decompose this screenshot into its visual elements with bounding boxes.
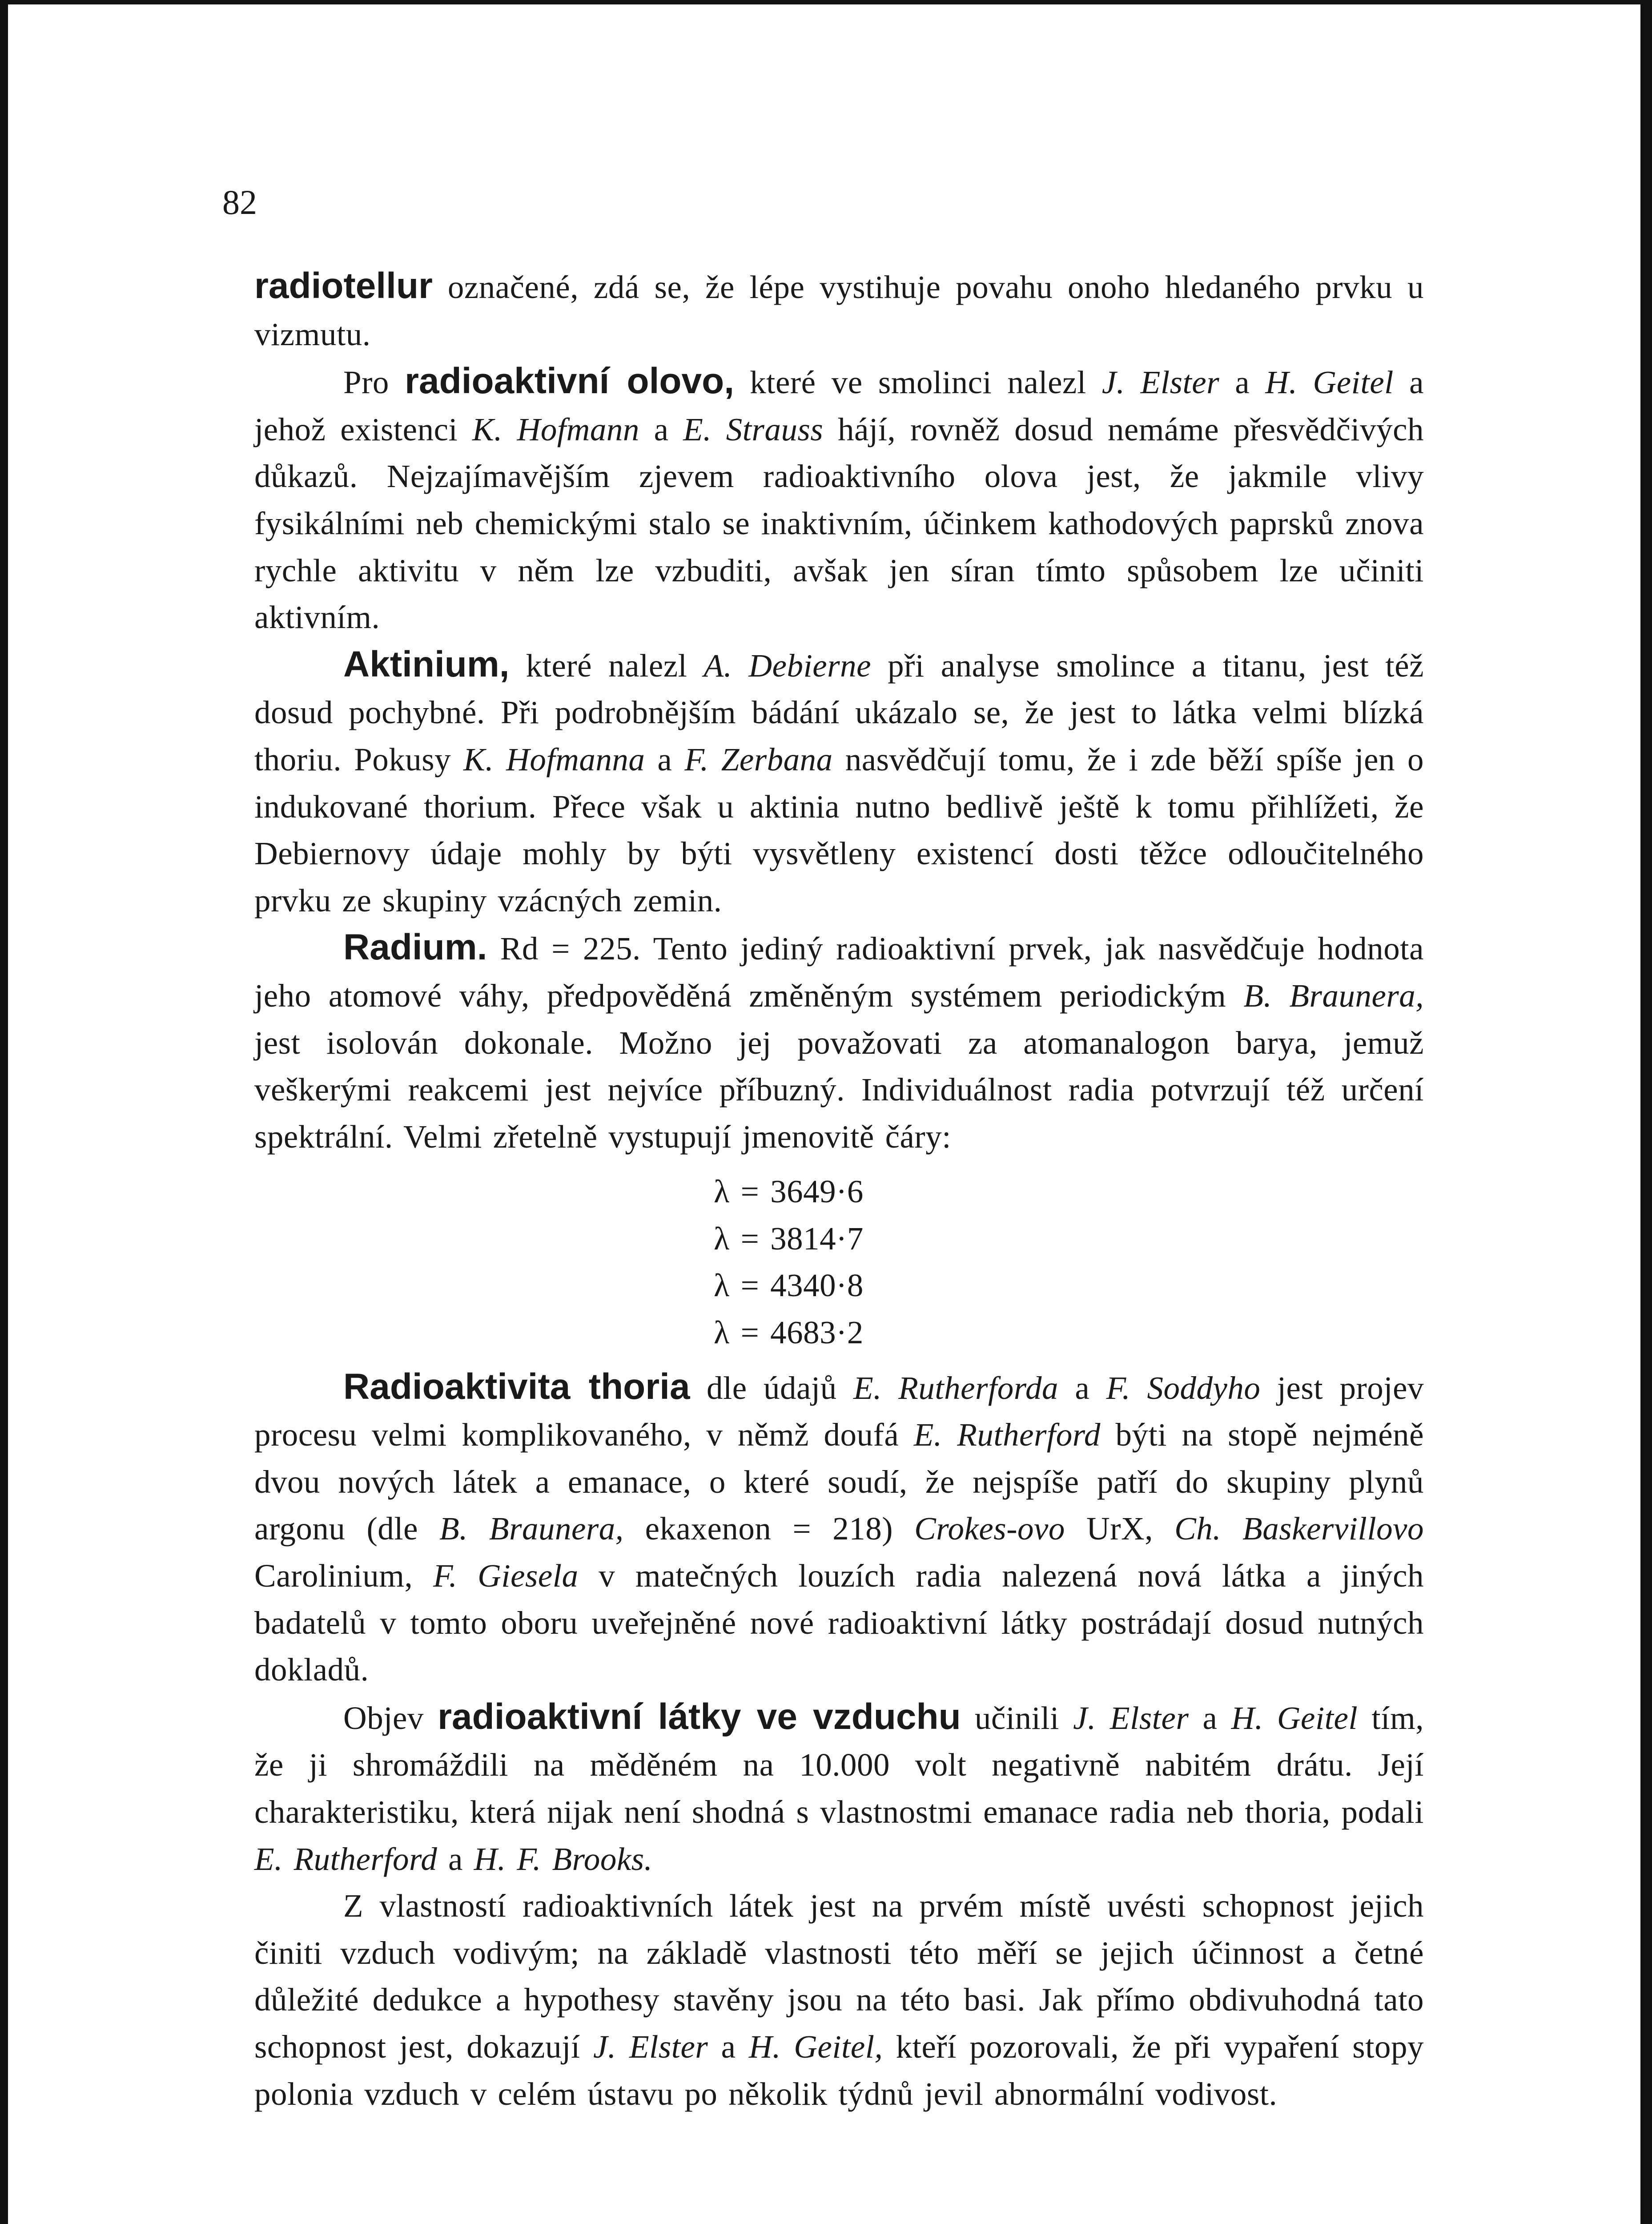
formula-line: λ = 4340·8 bbox=[714, 1267, 864, 1304]
paragraph-vlastnosti: Z vlastností radioaktivních látek jest na prvém místě uvésti schopnost jejich činiti vzduch vodivým; na základě vlastnosti této měří se jejich účinnost a četné důležité dedukce a hypothesy stavěny jsou na této basi. Jak přímo obdivuhodná tato schopnost jest, dokazují J. Elster a H. Geitel, kteří pozorovali, že při vypaření stopy polonia vzduch v celém ústavu po několik týdnů jevil abnormální vodivost. bbox=[254, 1888, 1424, 2112]
paragraph-radioaktivni-olovo: Pro radioaktivní olovo, které ve smolinci nalezl J. Elster a H. Geitel a jehož existenci K. Hofmann a E. Strauss hájí, rovněž dosud nemáme přesvědčivých důkazů. Nejzajímavějším zjevem radioaktivního olova jest, že jakmile vlivy fysikálními neb chemickými stalo se inaktivním, účinkem kathodových paprsků znova rychle aktivitu v něm lze vzbuditi, avšak jen síran tímto spůsobem lze učiniti aktivním. bbox=[254, 361, 1424, 636]
paragraph-radiotellur: radiotellur označené, zdá se, že lépe vystihuje povahu onoho hledaného prvku u vizmutu. bbox=[254, 266, 1424, 352]
paragraph-radium: Radium. Rd = 225. Tento jediný radioaktivní prvek, jak nasvědčuje hodnota jeho atomové váhy, předpověděná změněným systémem periodickým B. Braunera, jest isolován dokonale. Možno jej považovati za atomanalogon barya, jemuž veškerými reakcemi jest nejvíce příbuzný. Individuálnost radia potvrzují též určení spektrální. Velmi zřetelně vystupují jmenovitě čáry: bbox=[254, 927, 1424, 1155]
scan-border-right bbox=[1640, 0, 1652, 2224]
scan-border-top bbox=[0, 0, 1652, 4]
heading-radium: Radium. bbox=[343, 927, 487, 968]
formula-line: λ = 3814·7 bbox=[714, 1220, 864, 1257]
formula-line: λ = 4683·2 bbox=[714, 1314, 864, 1351]
heading-radioaktivni-olovo: radioaktivní olovo, bbox=[405, 361, 734, 402]
heading-radiotellur: radiotellur bbox=[254, 266, 433, 306]
heading-radioaktivita-thoria: Radioaktivita thoria bbox=[343, 1366, 690, 1407]
formula-line: λ = 3649·6 bbox=[714, 1173, 864, 1210]
scan-border-left bbox=[0, 0, 8, 2224]
spectral-lines bbox=[254, 1168, 1424, 1356]
paragraph-radioaktivni-latky-ve-vzduchu: Objev radioaktivní látky ve vzduchu učinili J. Elster a H. Geitel tím, že ji shromáždili na měděném na 10.000 volt negativně nabitém drátu. Její charakteristiku, která nijak není shodná s vlastnostmi emanace radia neb thoria, podali E. Rutherford a H. F. Brooks. bbox=[254, 1696, 1424, 1877]
heading-aktinium: Aktinium, bbox=[343, 644, 510, 685]
heading-radioaktivni-latky-ve-vzduchu: radioaktivní látky ve vzduchu bbox=[438, 1696, 961, 1737]
page-number: 82 bbox=[222, 183, 257, 222]
paragraph-aktinium: Aktinium, které nalezl A. Debierne při analyse smolince a titanu, jest též dosud pochybné. Při podrobnějším bádání ukázalo se, že jest to látka velmi blízká thoriu. Pokusy K. Hofmanna a F. Zerbana nasvědčují tomu, že i zde běží spíše jen o indukované thorium. Přece však u aktinia nutno bedlivě ještě k tomu přihlížeti, že Debiernovy údaje mohly by býti vysvětleny existencí dosti těžce odloučitelného prvku ze skupiny vzácných zemin. bbox=[254, 644, 1424, 919]
paragraph-radioaktivita-thoria: Radioaktivita thoria dle údajů E. Rutherforda a F. Soddyho jest projev procesu velmi komplikovaného, v němž doufá E. Rutherford býti na stopě nejméně dvou nových látek a emanace, o které soudí, že nejspíše patří do skupiny plynů argonu (dle B. Braunera, ekaxenon = 218) Crokes-ovo UrX, Ch. Baskervillovo Carolinium, F. Giesela v matečných louzích radia nalezená nová látka a jiných badatelů v tomto oboru uveřejněné nové radioaktivní látky postrádají dosud nutných dokladů. bbox=[254, 1366, 1424, 1688]
page-body bbox=[254, 262, 1424, 2117]
